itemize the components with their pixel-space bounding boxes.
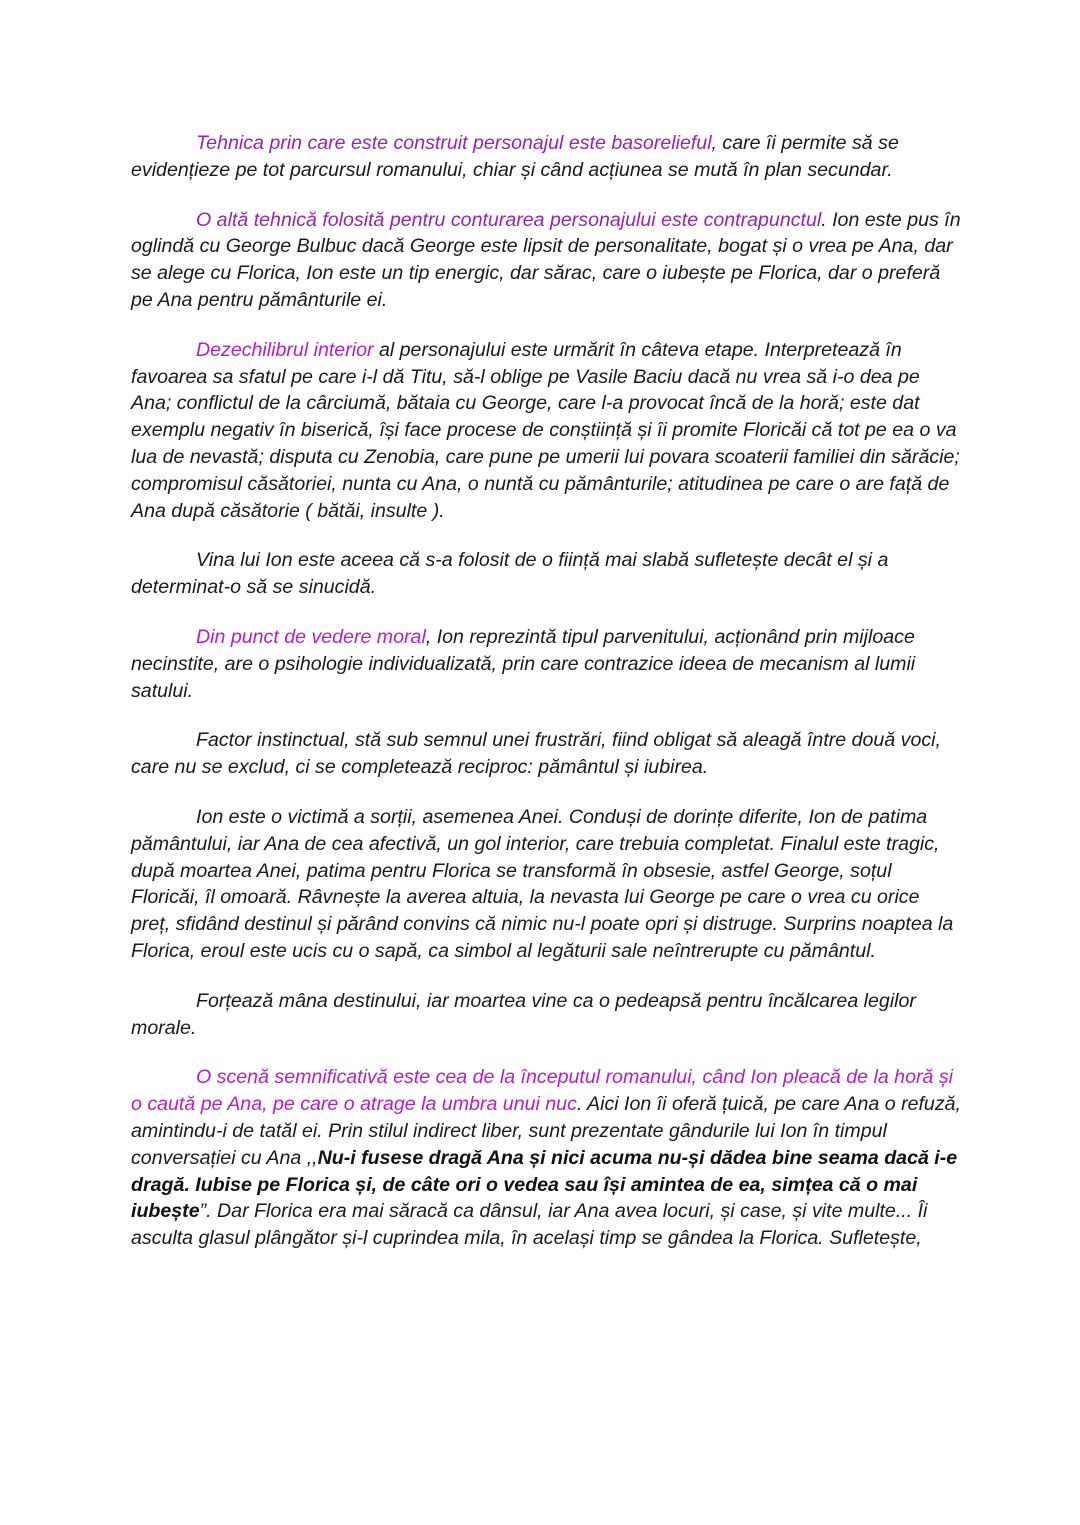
paragraph-text: . Aici Ion îi oferă țuică, pe care Ana o refuză, amintindu-i de tatăl ei. Prin stilul indirect liber, sunt prezentate gândurile lui Ion în timpul conversației cu Ana ,, <box>131 1093 961 1169</box>
paragraph-text: Factor instinctual, stă sub semnul unei frustrări, fiind obligat să aleagă între două voci, care nu se exclud, ci se completează reciproc: pământul și iubirea. <box>131 729 941 779</box>
paragraph-7 <box>131 804 961 965</box>
highlight-scena: O scenă semnificativă este cea de la începutul romanului, când Ion pleacă de la horă și o caută pe Ana, pe care o atrage la umbra unui nuc <box>131 1066 953 1116</box>
paragraph-text: Vina lui Ion este aceea că s-a folosit de o ființă mai slabă sufletește decât el și a determinat-o să se sinucidă. <box>131 549 889 599</box>
highlight-dezechilibru: Dezechilibrul interior <box>196 338 374 361</box>
highlight-moral: Din punct de vedere moral <box>196 625 426 648</box>
paragraph-3 <box>131 337 961 525</box>
paragraph-5 <box>131 624 961 704</box>
paragraph-6 <box>131 727 961 781</box>
paragraph-9 <box>131 1064 961 1252</box>
bold-quote: Nu-i fusese dragă Ana și nici acuma nu-și dădea bine seama dacă i-e dragă. Iubise pe Florica și, de câte ori o vedea sau își amintea de ea, simțea că o mai iubește <box>131 1146 958 1223</box>
paragraph-4 <box>131 547 961 601</box>
paragraph-text: . Ion este pus în oglindă cu George Bulbuc dacă George este lipsit de personalitate, bogat și o vrea pe Ana, dar se alege cu Florica, Ion este un tip energic, dar sărac, care o iubește pe Florica, dar o preferă pe Ana pentru pământurile ei. <box>131 208 961 311</box>
paragraph-8 <box>131 988 961 1042</box>
paragraph-text: , care îi permite să se evidențieze pe tot parcursul romanului, chiar și când acțiunea se mută în plan secundar. <box>131 132 899 181</box>
paragraph-text: Forțează mâna destinului, iar moartea vine ca o pedeapsă pentru încălcarea legilor morale. <box>131 989 916 1039</box>
paragraph-text: ”. Dar Florica era mai săracă ca dânsul, iar Ana avea locuri, și case, și vite multe... Îi asculta glasul plângător și-l cuprindea mila, în același timp se gândea la Florica. Sufletește, <box>131 1200 928 1250</box>
paragraph-1 <box>131 130 961 184</box>
document-body <box>131 130 961 1275</box>
paragraph-text: Ion este o victimă a sorții, asemenea Anei. Conduși de dorințe diferite, Ion de patima pământului, iar Ana de cea afectivă, un gol interior, care trebuia completat. Finalul este tragic, după moartea Anei, patima pentru Florica se transformă în obsesie, astfel George, soțul Floricăi, îl omoară. Râvnește la averea altuia, la nevasta lui George pe care o vrea cu orice preț, sfidând destinul și părând convins că nimic nu-l poate opri și distruge. Surprins noaptea la Florica, eroul este ucis cu o sapă, ca simbol al legăturii sale neîntrerupte cu pământul. <box>131 805 954 962</box>
paragraph-text: al personajului este urmărit în câteva etape. Interpretează în favoarea sa sfatul pe care i-l dă Titu, să-l oblige pe Vasile Baciu dacă nu vrea să i-o dea pe Ana; conflictul de la cârciumă, bătaia cu George, care l-a provocat încă de la horă; este dat exemplu negativ în biserică, își face procese de conștiință și îi promite Floricăi că tot pe ea o va lua de nevastă; disputa cu Zenobia, care pune pe umerii lui povara scoaterii familiei din sărăcie; compromisul căsătoriei, nunta cu Ana, o nuntă cu pământurile; atitudinea pe care o are față de Ana după căsătorie ( bătăi, insulte ). <box>131 338 960 522</box>
paragraph-2 <box>131 207 961 314</box>
highlight-contrapunct: O altă tehnică folosită pentru conturarea personajului este contrapunctul <box>196 208 822 231</box>
highlight-basorelief: Tehnica prin care este construit personajul este basorelieful <box>196 132 712 154</box>
paragraph-text: , Ion reprezintă tipul parvenitului, acționând prin mijloace necinstite, are o psihologie individualizată, prin care contrazice ideea de mecanism al lumii satului. <box>131 625 916 702</box>
